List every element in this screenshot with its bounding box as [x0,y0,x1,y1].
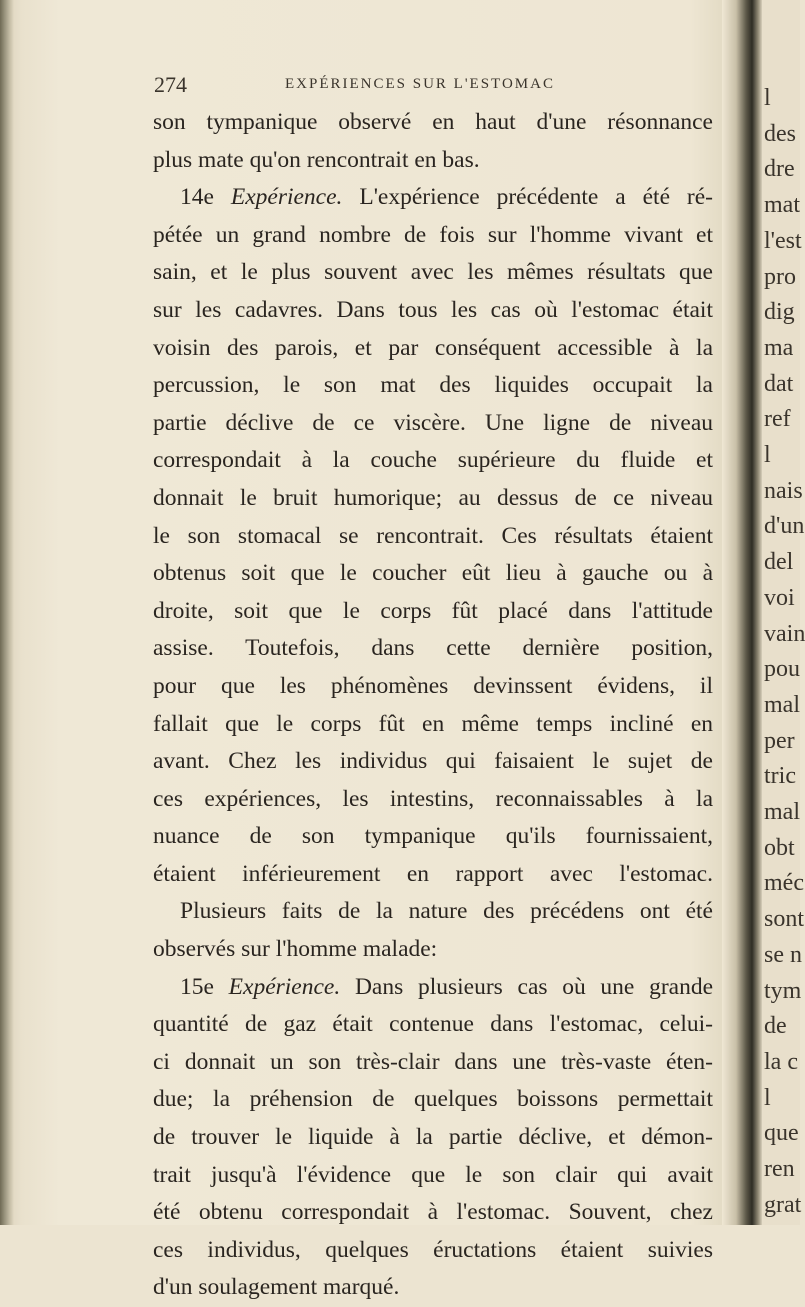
adjacent-page-line: se n [764,941,802,968]
text-line: d'un soulagement marqué. [153,1274,400,1301]
text-line: droite, soit que le corps fût placé dans l'attitude [153,597,713,624]
experiment-heading-line [153,179,713,217]
text-line: sain, et le plus souvent avec les mêmes résultats que [153,259,713,286]
text-line: ces expériences, les intestins, reconnaissables à la [153,785,713,812]
adjacent-page-line: dig [764,299,795,326]
adjacent-page-line: per [764,727,795,754]
adjacent-page-line: nais [764,477,803,504]
adjacent-page-line: dre [764,156,795,183]
experiment-number: 14e [180,184,214,211]
adjacent-page-line: l [764,1084,771,1111]
adjacent-page-line: mat [764,192,800,219]
adjacent-page-line: des [764,120,796,147]
text-line: assise. Toutefois, dans cette dernière position, [153,635,713,662]
adjacent-page-line: pou [764,656,800,683]
experiment-heading: Expérience. [230,184,343,211]
adjacent-page-line: mal [764,799,800,825]
adjacent-page-line: l'est [764,227,802,254]
text-line: donnait le bruit humorique; au dessus de ce niveau [153,484,713,511]
adjacent-page-line: l [764,85,771,111]
text-line: obtenus soit que le coucher eût lieu à gauche ou à [153,560,713,587]
text-line: trait jusqu'à l'évidence que le son clair qui avait [153,1161,713,1188]
adjacent-page-line: grat [764,1191,802,1218]
text-line: ces individus, quelques éructations étaient suivies [153,1236,713,1263]
adjacent-page-line: voi [764,584,795,611]
adjacent-page-line: d'un [764,513,805,540]
text-line: de trouver le liquide à la partie déclive, et démon- [153,1124,713,1151]
left-page-edge [0,0,14,1225]
text-run: L'expérience précédente a été ré- [359,184,714,211]
text-line: nuance de son tympanique qu'ils fournissaient, [153,823,713,850]
adjacent-page-line: ref [764,406,791,433]
adjacent-page-line: méc [764,870,804,897]
adjacent-page-line: del [764,549,794,576]
text-run: Dans plusieurs cas où une grande [354,973,714,1000]
adjacent-page-line: vain [764,620,805,647]
adjacent-page-line: l [764,442,771,468]
adjacent-page-line: ma [764,334,794,361]
text-line: percussion, le son mat des liquides occupait la [153,372,713,399]
adjacent-page-line: ren [764,1156,795,1182]
text-line: due; la préhension de quelques boissons permettait [153,1086,713,1113]
text-line: quantité de gaz était contenue dans l'estomac, celui- [153,1011,713,1038]
adjacent-page-line: tym [764,977,802,1004]
experiment-number: 15e [180,973,214,1000]
adjacent-page-line: dat [764,370,794,397]
text-line: plus mate qu'on rencontrait en bas. [153,146,480,173]
text-line: été obtenu correspondait à l'estomac. Souvent, chez [153,1199,713,1226]
adjacent-page-line: de [764,1013,787,1040]
running-title: EXPÉRIENCES SUR L'ESTOMAC [285,76,555,92]
experiment-heading: Expérience. [228,973,341,1000]
text-line: avant. Chez les individus qui faisaient le sujet de [153,748,713,775]
adjacent-page-line: pro [764,263,796,290]
adjacent-page-line: sont [764,906,805,933]
text-line: le son stomacal se rencontrait. Ces résultats étaient [153,522,713,549]
adjacent-page-line: que [764,1120,799,1147]
text-line: voisin des parois, et par conséquent accessible à la [153,334,713,361]
experiment-heading-line [153,969,713,1007]
text-block [153,104,713,1307]
text-line: pétée un grand nombre de fois sur l'homme vivant et [153,221,713,248]
adjacent-page-line: tric [764,763,796,790]
page-number: 274 [154,72,187,97]
adjacent-page-fragment [762,0,805,1225]
text-line: ci donnait un son très-clair dans une très-vaste éten- [153,1048,713,1075]
text-line: pour que les phénomènes devinssent évidens, il [153,672,713,699]
book-spine [722,0,762,1225]
running-head [154,72,714,100]
text-line: partie déclive de ce viscère. Une ligne de niveau [153,409,713,436]
adjacent-page-line: obt [764,834,795,861]
text-line: fallait que le corps fût en même temps incliné en [153,710,713,737]
text-line: étaient inférieurement en rapport avec l'estomac. [153,860,713,887]
text-line: son tympanique observé en haut d'une résonnance [153,109,713,135]
text-line: sur les cadavres. Dans tous les cas où l'estomac était [153,296,713,323]
text-line: correspondait à la couche supérieure du fluide et [153,447,713,474]
adjacent-page-line: la c [764,1048,798,1075]
text-line: Plusieurs faits de la nature des précédens ont été [180,898,713,925]
text-line: observés sur l'homme malade: [153,936,438,963]
adjacent-page-line: mal [764,691,800,718]
